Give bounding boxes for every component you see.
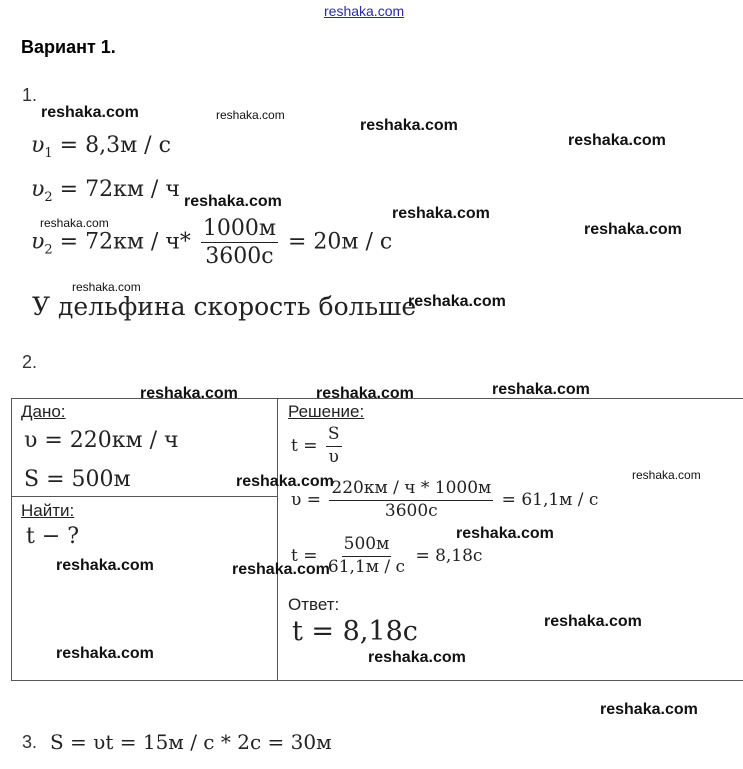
speed-conversion-lhs: υ =: [291, 489, 321, 510]
table-split-line: [11, 496, 278, 497]
v2b-value: = 72км / ч*: [59, 229, 191, 255]
given-label: Дано:: [21, 402, 66, 421]
time-formula-lhs: t =: [291, 435, 318, 456]
speed-conversion: [291, 480, 598, 521]
watermark: reshaka.com: [41, 104, 139, 121]
watermark: reshaka.com: [392, 205, 490, 222]
time-calc-rhs: = 8,18с: [415, 545, 483, 566]
v1-subscript: 1: [44, 146, 53, 161]
time-calc-num: 500м: [342, 536, 392, 557]
given-speed: υ = 220км / ч: [24, 428, 179, 453]
table-left-border: [11, 398, 12, 681]
watermark: reshaka.com: [492, 381, 590, 398]
watermark: reshaka.com: [408, 293, 506, 310]
watermark: reshaka.com: [544, 613, 642, 630]
problem-3-number: 3.: [22, 732, 38, 752]
v1-equation: [31, 133, 171, 161]
conversion-result: = 20м / с: [288, 229, 393, 255]
v1-value: = 8,3м / с: [59, 133, 171, 158]
speed-conversion-num: 220км / ч * 1000м: [329, 480, 493, 501]
watermark: reshaka.com: [140, 385, 238, 402]
watermark: reshaka.com: [360, 117, 458, 134]
time-formula-fraction: [326, 426, 342, 467]
answer-label: Ответ:: [288, 595, 340, 614]
time-calc-den: 61,1м / с: [327, 556, 406, 577]
conversion-fraction: [201, 217, 278, 268]
watermark: reshaka.com: [368, 649, 466, 666]
watermark: reshaka.com: [236, 473, 334, 490]
v1-symbol: υ: [31, 133, 45, 158]
watermark: reshaka.com: [184, 193, 282, 210]
fraction-numerator: 1000м: [201, 217, 278, 243]
time-formula-num: S: [326, 426, 342, 447]
v2-value: = 72км / ч: [59, 177, 180, 202]
watermark: reshaka.com: [216, 108, 285, 122]
time-formula-den: υ: [328, 446, 339, 467]
find-time: t − ?: [26, 524, 80, 549]
fraction-denominator: 3600с: [205, 244, 274, 270]
problem-3-formula: S = υt = 15м / с * 2с = 30м: [50, 730, 332, 754]
speed-conversion-fraction: [329, 480, 493, 521]
table-bottom-border: [11, 680, 743, 681]
problem-2-number: 2.: [22, 352, 38, 372]
watermark: reshaka.com: [456, 525, 554, 542]
v2-equation: [31, 177, 180, 205]
watermark: reshaka.com: [632, 468, 701, 482]
watermark: reshaka.com: [584, 221, 682, 238]
time-calc-fraction: [326, 536, 407, 577]
v2-subscript: 2: [44, 190, 53, 205]
find-label: Найти:: [21, 501, 75, 520]
solution-label: Решение:: [288, 402, 365, 421]
v2-symbol: υ: [31, 177, 45, 202]
watermark: reshaka.com: [72, 280, 141, 294]
speed-conversion-rhs: = 61,1м / с: [501, 489, 599, 510]
watermark: reshaka.com: [568, 132, 666, 149]
v2b-symbol: υ: [31, 229, 45, 255]
watermark: reshaka.com: [600, 701, 698, 718]
watermark: reshaka.com: [316, 385, 414, 402]
site-link[interactable]: reshaka.com: [324, 3, 405, 19]
watermark: reshaka.com: [232, 561, 330, 578]
time-formula: [291, 426, 345, 467]
problem-1-number: 1.: [22, 85, 38, 105]
watermark: reshaka.com: [56, 557, 154, 574]
watermark: reshaka.com: [56, 645, 154, 662]
conclusion-text: У дельфина скорость больше: [32, 292, 417, 321]
answer-value: t = 8,18с: [292, 616, 418, 647]
speed-conversion-den: 3600с: [384, 500, 438, 521]
time-calc-lhs: t =: [291, 545, 318, 566]
variant-title: Вариант 1.: [21, 37, 116, 57]
watermark: reshaka.com: [40, 216, 109, 230]
table-divider: [277, 398, 278, 681]
given-distance: S = 500м: [24, 467, 131, 492]
v2b-subscript: 2: [44, 242, 53, 258]
